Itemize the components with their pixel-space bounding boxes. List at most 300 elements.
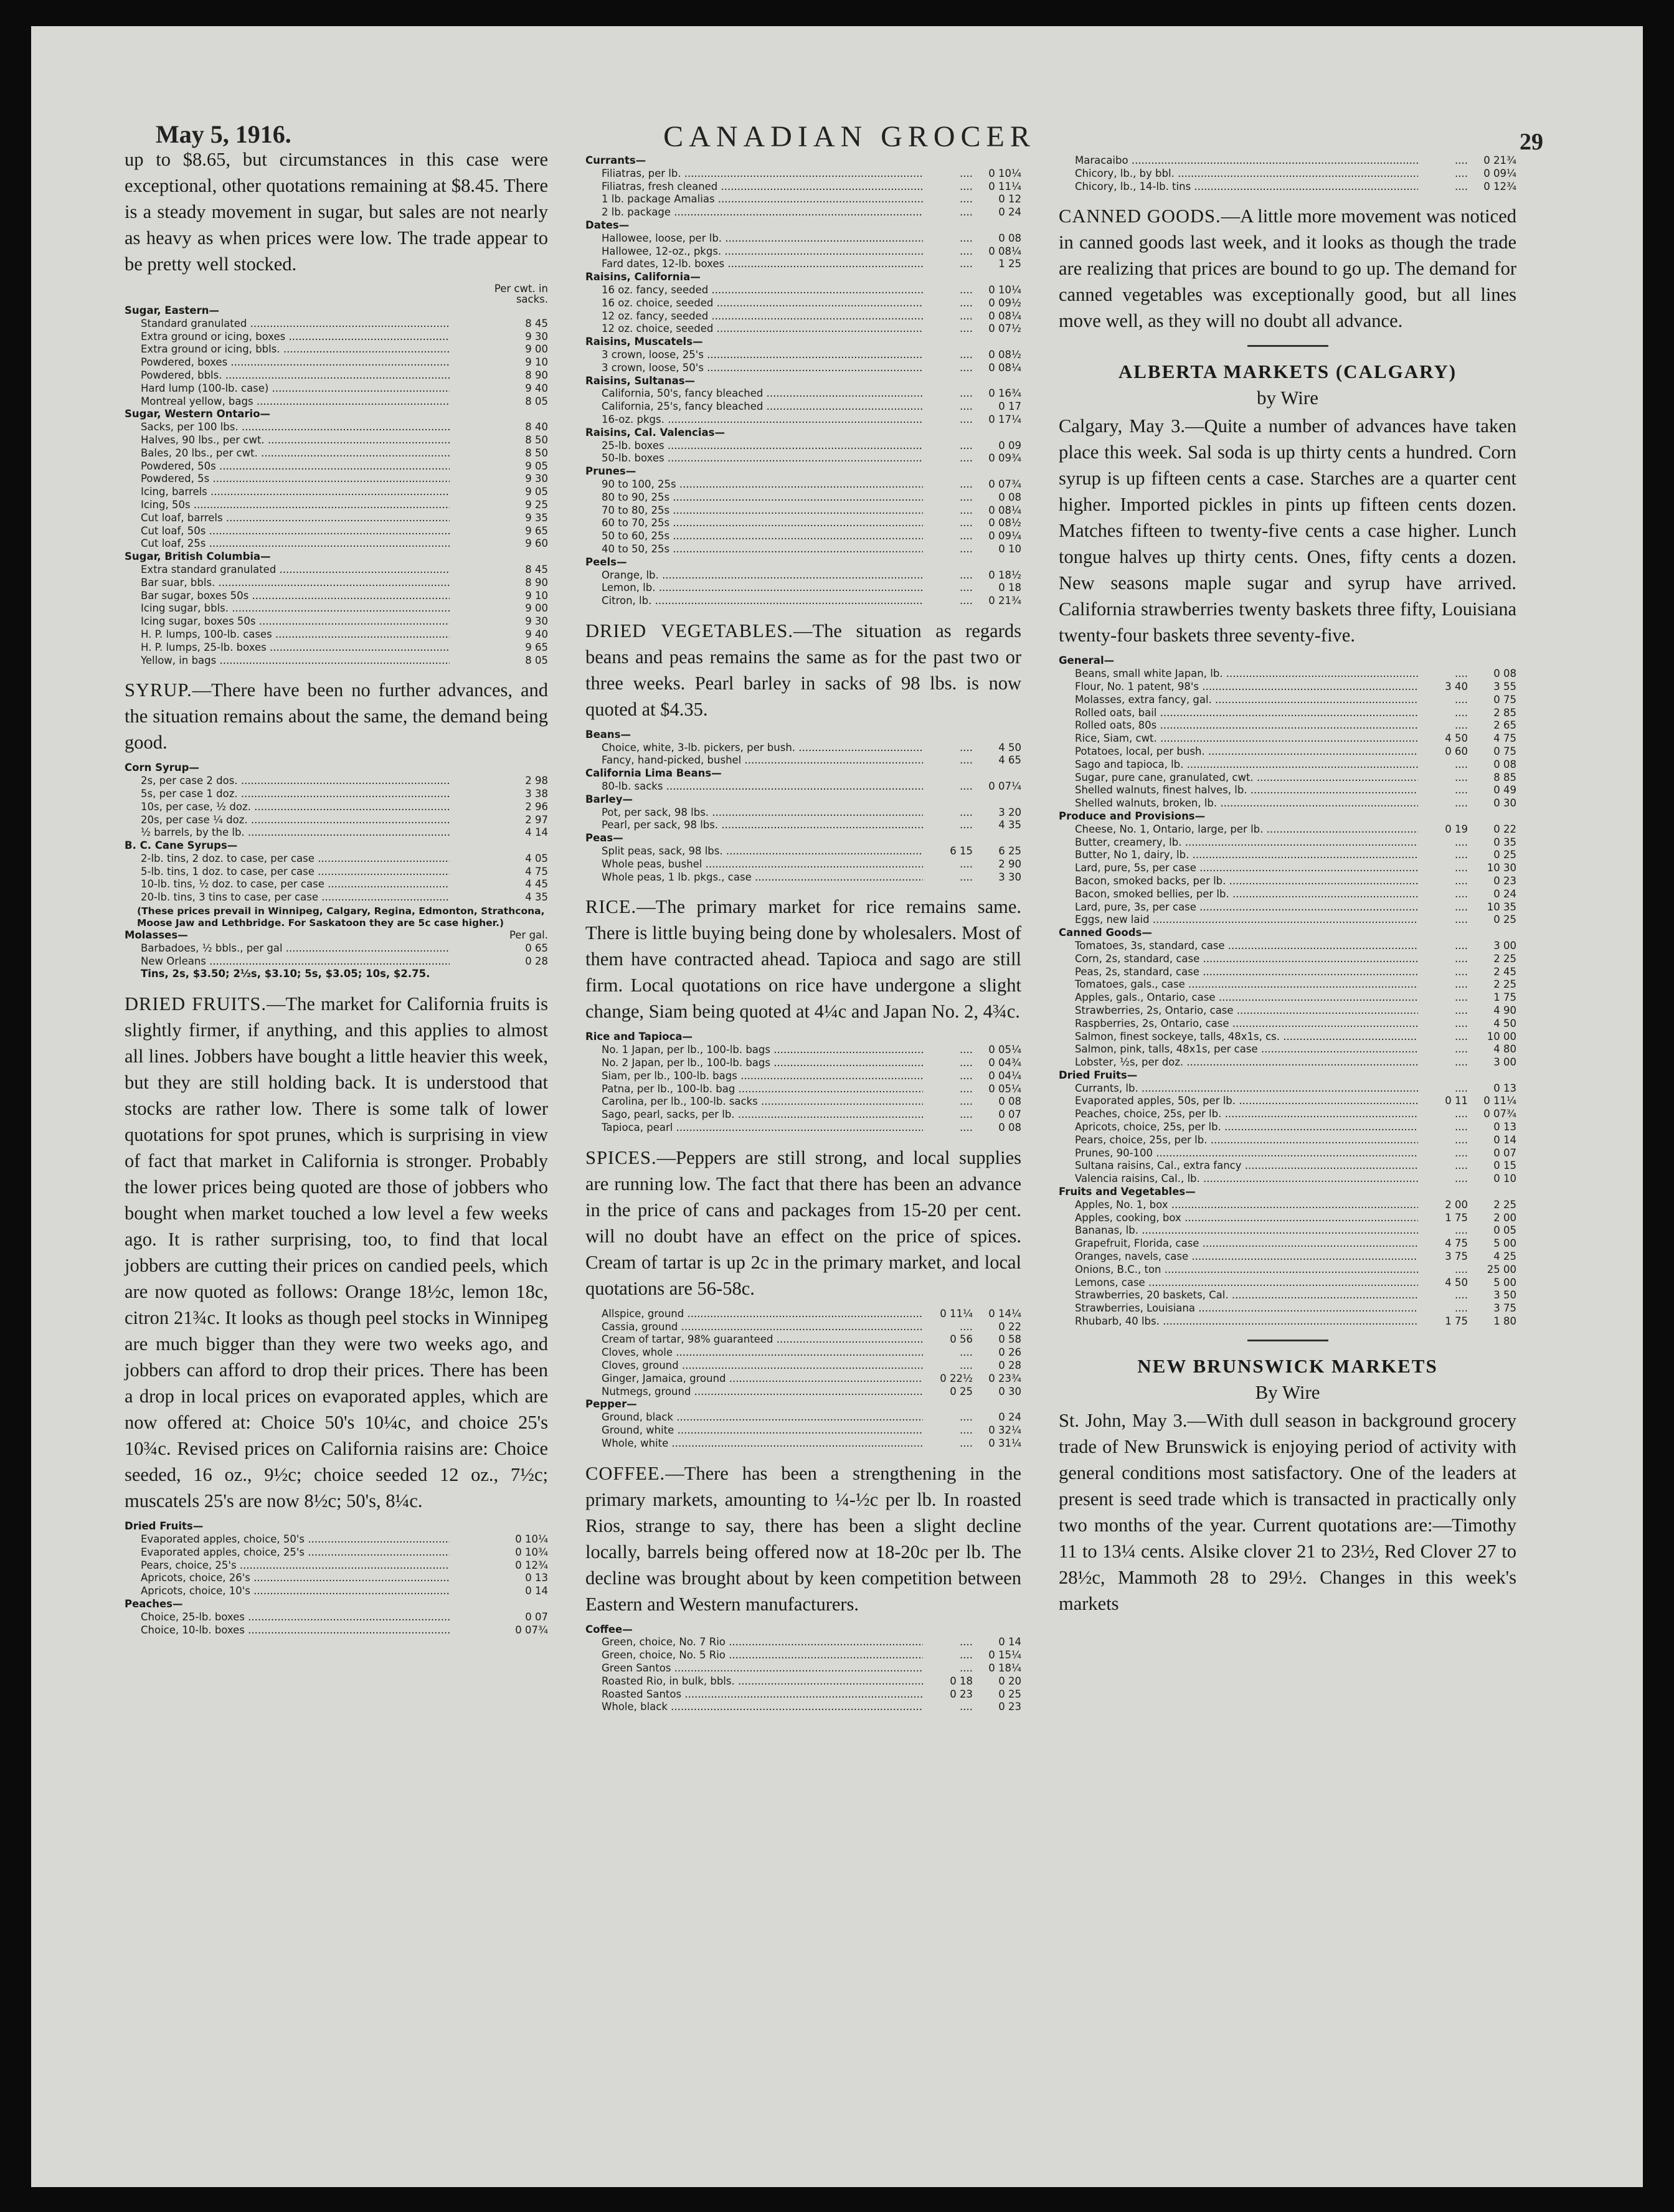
item-label: Halves, 90 lbs., per cwt. ..... (125, 434, 450, 447)
price-high: 9 10 (525, 356, 548, 369)
table-row (585, 806, 1021, 820)
item-label: Cut loaf, 25s ..... (125, 537, 450, 551)
price-high: 0 24 (998, 1411, 1021, 1424)
price-high: 0 25 (1493, 914, 1516, 926)
price-high: 0 32¼ (988, 1424, 1021, 1436)
price-low: .... (960, 1346, 973, 1359)
price-low: .... (960, 1320, 973, 1333)
table-row (1059, 681, 1516, 694)
price-high: 0 16¾ (988, 387, 1021, 400)
table-row (125, 1533, 548, 1546)
table-row (1059, 1043, 1516, 1056)
price-low: .... (960, 858, 973, 870)
item-label: Rice, Siam, cwt. ..... (1059, 732, 1418, 745)
item-label: Carolina, per lb., 100-lb. sacks ..... (585, 1095, 923, 1108)
item-label: Patna, per lb., 100-lb. bag ..... (585, 1083, 923, 1096)
table-row (125, 1624, 548, 1637)
table-row (125, 801, 548, 814)
price-high: 0 24 (1493, 887, 1516, 900)
table-row (585, 780, 1021, 793)
table-group-heading: Dates— (585, 219, 630, 231)
price-low: .... (1455, 1173, 1468, 1185)
table-row (585, 400, 1021, 414)
price-low: .... (1455, 1146, 1468, 1159)
price-high: 3 55 (1493, 680, 1516, 692)
table-row (585, 1321, 1021, 1334)
price-low: .... (960, 310, 973, 322)
table-group-heading: Canned Goods— (1059, 927, 1152, 939)
rice-lead: RICE. (585, 896, 637, 918)
table-row (125, 434, 548, 447)
fruits-price-table (585, 154, 1021, 608)
item-label: Chicory, lb., 14-lb. tins ..... (1059, 181, 1418, 194)
price-high: 0 23 (998, 1701, 1021, 1713)
item-label: 50-lb. boxes ..... (585, 452, 923, 465)
table-row (125, 356, 548, 369)
table-row (585, 245, 1021, 258)
price-high: 9 30 (525, 615, 548, 628)
item-label: Chicory, lb., by bbl. ..... (1059, 168, 1418, 181)
table-row (585, 181, 1021, 194)
item-label: Choice, 25-lb. boxes ..... (125, 1611, 450, 1624)
price-low: .... (1455, 965, 1468, 978)
price-high: 0 12 (998, 193, 1021, 206)
table-row (1059, 1160, 1516, 1173)
item-label: 12 oz. fancy, seeded ..... (585, 310, 923, 323)
price-high: 3 50 (1493, 1289, 1516, 1302)
price-high: 1 80 (1493, 1315, 1516, 1328)
price-high: 0 10 (998, 542, 1021, 555)
item-label: Cassia, ground ..... (585, 1321, 923, 1334)
table-row (585, 1675, 1021, 1688)
price-high: 0 05 (1493, 1224, 1516, 1237)
item-label: Sultana raisins, Cal., extra fancy ..... (1059, 1160, 1418, 1173)
table-row (125, 1585, 548, 1598)
item-label: 70 to 80, 25s ..... (585, 504, 923, 518)
item-label: Molasses, extra fancy, gal. ..... (1059, 694, 1418, 707)
item-label: 10-lb. tins, ½ doz. to case, per case ..... (125, 878, 450, 891)
price-high: 9 10 (525, 589, 548, 602)
price-high: 5 00 (1493, 1276, 1516, 1288)
price-high: 0 23 (1493, 874, 1516, 887)
item-label: 2s, per case 2 dos. ..... (125, 775, 450, 788)
price-low: .... (1455, 1056, 1468, 1069)
item-label: Peaches, choice, 25s, per lb. ..... (1059, 1108, 1418, 1121)
item-label: 60 to 70, 25s ..... (585, 517, 923, 530)
price-high: 2 00 (1493, 1211, 1516, 1224)
table-row (1059, 1134, 1516, 1147)
price-low: 1 75 (1445, 1211, 1468, 1224)
price-high: 4 45 (525, 878, 548, 891)
table-row (585, 1057, 1021, 1070)
table-row (585, 530, 1021, 543)
table-row (585, 491, 1021, 504)
table-group-heading: Peas— (585, 832, 623, 844)
table-group-heading: Sugar, British Columbia— (125, 551, 271, 563)
table-row (585, 1095, 1021, 1108)
item-label: Apricots, choice, 26's ..... (125, 1572, 450, 1585)
item-label: Ginger, Jamaica, ground ..... (585, 1373, 923, 1386)
table-row (1059, 875, 1516, 888)
table-row (585, 1386, 1021, 1399)
item-label: 20-lb. tins, 3 tins to case, per case ..... (125, 891, 450, 904)
price-high: 0 13 (525, 1572, 548, 1584)
item-label: Sago, pearl, sacks, per lb. ..... (585, 1108, 923, 1122)
price-high: 0 07¾ (515, 1624, 548, 1636)
price-high: 9 65 (525, 641, 548, 653)
price-high: 2 45 (1493, 965, 1516, 978)
table-row (125, 866, 548, 879)
price-low: .... (960, 1636, 973, 1648)
dried-vegetables-paragraph: DRIED VEGETABLES.—The situation as regards beans and peas remains the same as for the past two or three weeks. Pearl barley in sacks of 98 lbs. is now quoted at $4.35. (585, 620, 1021, 720)
item-label: Nutmegs, ground ..... (585, 1386, 923, 1399)
price-low: .... (960, 741, 973, 754)
item-label: Pot, per sack, 98 lbs. ..... (585, 806, 923, 820)
table-row (1059, 888, 1516, 901)
price-low: 0 60 (1445, 745, 1468, 757)
price-low: .... (960, 245, 973, 257)
item-label: 50 to 60, 25s ..... (585, 530, 923, 543)
new-brunswick-paragraph: St. John, May 3.—With dull season in background grocery trade of New Brunswick is enjoying period of activity with general conditions most satisfactory. One of the leaders at present is seed trade which is transacted in practically only two months of the year. Current quotations are:—Timothy 11 to 13¼ cents. Alsike clover 21 to 23½, Red Clover 27 to 28½c, Mammoth 28 to 29½. Changes in this week's markets (1059, 1409, 1516, 1614)
table-row (125, 421, 548, 434)
table-row (1059, 732, 1516, 745)
table-row (125, 331, 548, 344)
table-group-heading: Barley— (585, 793, 633, 805)
price-high: 0 10¾ (515, 1546, 548, 1558)
price-high: 4 50 (1493, 1017, 1516, 1029)
item-label: Green, choice, No. 5 Rio ..... (585, 1649, 923, 1662)
dried-fruits-price-table (125, 1520, 548, 1637)
price-high: 0 18 (998, 582, 1021, 594)
table-row (1059, 1315, 1516, 1328)
alberta-price-table (1059, 655, 1516, 1328)
table-row (585, 258, 1021, 271)
price-low: .... (960, 806, 973, 818)
canned-goods-lead: CANNED GOODS. (1059, 206, 1221, 227)
table-row (585, 310, 1021, 323)
canned-goods-paragraph: CANNED GOODS.—A little more movement was noticed in canned goods last week, and it looks as though the trade are realizing that prices are bound to go up. The demand for canned vegetables was exceptionally good, but all lines move well, as they will no doubt all advance. (1059, 206, 1516, 332)
item-label: Cloves, whole ..... (585, 1346, 923, 1359)
item-label: Roasted Rio, in bulk, bbls. ..... (585, 1675, 923, 1688)
table-row (585, 1424, 1021, 1437)
table-row (585, 1701, 1021, 1714)
table-row (125, 814, 548, 827)
item-label: Oranges, navels, case ..... (1059, 1250, 1418, 1264)
item-label: Strawberries, 2s, Ontario, case ..... (1059, 1004, 1418, 1018)
price-low: .... (960, 780, 973, 793)
price-high: 0 08¼ (988, 245, 1021, 257)
item-label: Salmon, finest sockeye, talls, 48x1s, cs. ..... (1059, 1031, 1418, 1044)
table-group-heading: Currants— (585, 154, 646, 166)
item-label: Powdered, boxes ..... (125, 356, 450, 369)
table-column-head: Per cwt. in sacks. (494, 283, 548, 305)
price-high: 9 60 (525, 537, 548, 550)
table-row (125, 615, 548, 628)
price-high: 0 14 (525, 1585, 548, 1597)
price-high: 5 00 (1493, 1237, 1516, 1250)
price-high: 1 75 (1493, 991, 1516, 1004)
price-low: .... (960, 193, 973, 206)
price-high: 0 75 (1493, 693, 1516, 706)
price-high: 8 05 (525, 654, 548, 666)
coffee-paragraph: COFFEE.—There has been a strengthening in the primary markets, amounting to ¼-½c per lb. In roasted Rios, strange to say, there has been a slight decline locally, barrels being offered now at 18-20c per lb. The decline was brought about by keen competition between Eastern and Western manufacturers. (585, 1462, 1021, 1615)
price-high: 0 25 (1493, 849, 1516, 861)
item-label: 20s, per case ¼ doz. ..... (125, 814, 450, 827)
table-row (585, 206, 1021, 219)
table-row (125, 641, 548, 655)
item-label: Evaporated apples, 50s, per lb. ..... (1059, 1095, 1418, 1108)
table-row (125, 564, 548, 577)
price-low: 3 75 (1445, 1250, 1468, 1263)
price-low: .... (1455, 1004, 1468, 1016)
price-high: 0 05¼ (988, 1082, 1021, 1095)
item-label: Whole peas, 1 lb. pkgs., case ..... (585, 871, 923, 884)
price-low: .... (960, 569, 973, 581)
table-row (1059, 707, 1516, 720)
table-row (585, 1044, 1021, 1057)
price-high: 9 35 (525, 511, 548, 524)
table-row (585, 414, 1021, 427)
section-divider (1247, 345, 1328, 347)
price-high: 9 30 (525, 473, 548, 485)
table-group-heading: Peaches— (125, 1598, 183, 1610)
table-row (585, 1346, 1021, 1359)
item-label: Pears, choice, 25's ..... (125, 1559, 450, 1572)
item-label: Icing, 50s ..... (125, 499, 450, 512)
price-high: 0 18½ (988, 569, 1021, 581)
price-high: 3 00 (1493, 939, 1516, 952)
price-high: 0 10¼ (988, 167, 1021, 179)
item-label: 16 oz. fancy, seeded ..... (585, 284, 923, 297)
item-label: Powdered, 50s ..... (125, 460, 450, 473)
table-row (125, 537, 548, 551)
table-row (585, 569, 1021, 582)
table-group-heading: Peels— (585, 555, 627, 568)
item-label: Bacon, smoked backs, per lb. ..... (1059, 875, 1418, 888)
table-row (125, 512, 548, 525)
price-low: .... (960, 400, 973, 413)
table-row (585, 858, 1021, 871)
price-high: 2 85 (1493, 706, 1516, 719)
item-label: Rolled oats, bail ..... (1059, 707, 1418, 720)
syrup-note-block (125, 905, 548, 981)
price-low: 0 23 (950, 1688, 973, 1700)
price-low: .... (960, 232, 973, 244)
price-low: 0 11¼ (940, 1307, 973, 1320)
table-row (1059, 1289, 1516, 1302)
item-label: 80 to 90, 25s ..... (585, 491, 923, 504)
table-row (1059, 694, 1516, 707)
item-label: Siam, per lb., 100-lb. bags ..... (585, 1070, 923, 1083)
price-high: 0 08 (998, 1122, 1021, 1134)
table-row (585, 1411, 1021, 1424)
item-label: Lard, pure, 3s, per case ..... (1059, 901, 1418, 914)
table-row (585, 517, 1021, 530)
price-low: .... (960, 582, 973, 594)
table-row (1059, 823, 1516, 836)
price-low: .... (960, 258, 973, 270)
table-row (1059, 772, 1516, 785)
coffee-lead: COFFEE. (585, 1462, 666, 1484)
item-label: Powdered, 5s ..... (125, 473, 450, 486)
price-high: 9 25 (525, 498, 548, 511)
table-row (585, 1688, 1021, 1701)
price-high: 4 65 (998, 754, 1021, 767)
item-label: Extra ground or icing, boxes ..... (125, 331, 450, 344)
table-group-heading: California Lima Beans— (585, 767, 722, 780)
table-row (1059, 849, 1516, 862)
item-label: 1 lb. package Amalias ..... (585, 193, 923, 206)
price-low: .... (1455, 1160, 1468, 1172)
price-high: 0 18¼ (988, 1661, 1021, 1674)
price-high: 0 30 (1493, 797, 1516, 810)
price-low: .... (1455, 668, 1468, 680)
price-low: .... (1455, 939, 1468, 952)
price-high: 0 14 (1493, 1133, 1516, 1146)
item-label: Apples, gals., Ontario, case ..... (1059, 991, 1418, 1004)
table-row (1059, 953, 1516, 966)
section-divider (1247, 1340, 1328, 1341)
price-high: 2 96 (525, 800, 548, 813)
sugar-paragraph: up to $8.65, but circumstances in this case were exceptional, other quotations remaining at $8.45. There is a steady movement in sugar, but sales are not nearly as heavy as when prices were low. The trade appear to be pretty well stocked. (125, 149, 548, 275)
price-high: 0 13 (1493, 1121, 1516, 1133)
price-high: 0 17 (998, 400, 1021, 413)
item-label: Yellow, in bags ..... (125, 655, 450, 668)
price-low: .... (960, 1122, 973, 1134)
price-high: 4 80 (1493, 1043, 1516, 1056)
table-row (1059, 797, 1516, 810)
molasses-rows (125, 942, 548, 968)
table-row (125, 473, 548, 486)
price-low: .... (1455, 1121, 1468, 1133)
price-low: .... (960, 754, 973, 767)
table-row (1059, 1199, 1516, 1212)
item-label: Icing sugar, bbls. ..... (125, 602, 450, 615)
table-row (1059, 719, 1516, 732)
spices-paragraph: SPICES.—Peppers are still strong, and local supplies are running low. The fact that there has been an advance in the price of cans and packages from 15-20 per cent. will no doubt have an effect on the price of spices. Cream of tartar is up 2c in the primary market, and local quotations are 56-58c. (585, 1146, 1021, 1299)
table-row (1059, 1302, 1516, 1315)
price-high: 0 08 (1493, 668, 1516, 680)
price-high: 0 58 (998, 1333, 1021, 1346)
table-row (1059, 745, 1516, 759)
table-row (585, 582, 1021, 595)
syrup-price-table (125, 762, 548, 904)
price-low: .... (960, 504, 973, 516)
item-label: Sacks, per 100 lbs. ..... (125, 421, 450, 434)
price-low: 0 56 (950, 1333, 973, 1346)
rice-price-table (585, 1031, 1021, 1134)
price-low: .... (1455, 900, 1468, 913)
item-label: Lard, pure, 5s, per case ..... (1059, 862, 1418, 875)
table-row (1059, 784, 1516, 797)
item-label: Currants, lb. ..... (1059, 1082, 1418, 1095)
price-low: .... (1455, 180, 1468, 192)
item-label: Eggs, new laid ..... (1059, 914, 1418, 927)
table-group-heading: Rice and Tapioca— (585, 1031, 693, 1043)
item-label: Shelled walnuts, finest halves, lb. ..... (1059, 784, 1418, 797)
price-low: .... (1455, 167, 1468, 179)
table-row (1059, 1082, 1516, 1095)
price-low: .... (960, 1359, 973, 1372)
table-row (125, 577, 548, 590)
item-label: Hallowee, loose, per lb. ..... (585, 232, 923, 245)
item-label: Hallowee, 12-oz., pkgs. ..... (585, 245, 923, 258)
price-low: .... (960, 452, 973, 465)
price-high: 4 05 (525, 852, 548, 864)
price-high: 0 14 (998, 1636, 1021, 1648)
table-row (125, 395, 548, 409)
price-high: 0 07 (998, 1108, 1021, 1121)
item-label: Grapefruit, Florida, case ..... (1059, 1237, 1418, 1250)
table-row (1059, 181, 1516, 194)
price-low: .... (960, 1424, 973, 1436)
price-low: .... (1455, 154, 1468, 166)
item-label: Whole, white ..... (585, 1437, 923, 1450)
price-high: 3 75 (1493, 1302, 1516, 1315)
price-low: 4 75 (1445, 1237, 1468, 1250)
price-high: 0 12¾ (1483, 180, 1516, 192)
table-row (1059, 1212, 1516, 1225)
table-row (125, 1572, 548, 1585)
table-row (1059, 862, 1516, 875)
table-row (585, 1108, 1021, 1122)
price-low: 6 15 (950, 845, 973, 858)
price-low: .... (960, 542, 973, 555)
price-high: 0 08 (998, 232, 1021, 244)
table-row (585, 754, 1021, 767)
table-row (125, 628, 548, 641)
item-label: Cut loaf, barrels ..... (125, 512, 450, 525)
item-label: Fancy, hand-picked, bushel ..... (585, 754, 923, 767)
item-label: Bacon, smoked bellies, per lb. ..... (1059, 888, 1418, 901)
price-low: .... (1455, 991, 1468, 1004)
alberta-byline: by Wire (1257, 387, 1318, 409)
price-low: .... (960, 1649, 973, 1661)
item-label: Prunes, 90-100 ..... (1059, 1147, 1418, 1160)
table-row (585, 284, 1021, 297)
table-group-heading: Prunes— (585, 465, 636, 478)
price-high: 0 10 (1493, 1173, 1516, 1185)
price-high: 0 08 (998, 1095, 1021, 1108)
item-label: Lemon, lb. ..... (585, 582, 923, 595)
item-label: Apricots, choice, 25s, per lb. ..... (1059, 1121, 1418, 1134)
table-row (585, 845, 1021, 858)
item-label: 90 to 100, 25s ..... (585, 478, 923, 491)
price-high: 0 08¼ (988, 504, 1021, 516)
table-row (585, 1083, 1021, 1096)
price-low: .... (960, 348, 973, 361)
table-row (125, 655, 548, 668)
price-low: .... (960, 1044, 973, 1056)
price-high: 8 90 (525, 369, 548, 381)
price-low: .... (960, 530, 973, 542)
price-high: 9 00 (525, 343, 548, 356)
price-high: 0 13 (1493, 1082, 1516, 1094)
price-low: .... (960, 180, 973, 192)
item-label: 80-lb. sacks ..... (585, 780, 923, 793)
item-label: California, 25's, fancy bleached ..... (585, 400, 923, 414)
price-low: .... (960, 517, 973, 529)
price-high: 0 28 (525, 955, 548, 967)
table-row (125, 343, 548, 356)
item-label: Pearl, per sack, 98 lbs. ..... (585, 819, 923, 832)
table-group-heading: Beans— (585, 728, 631, 740)
item-label: Standard granulated ..... (125, 318, 450, 331)
price-low: .... (960, 1108, 973, 1121)
table-row (585, 543, 1021, 556)
item-label: Choice, 10-lb. boxes ..... (125, 1624, 450, 1637)
price-low: 3 40 (1445, 680, 1468, 692)
